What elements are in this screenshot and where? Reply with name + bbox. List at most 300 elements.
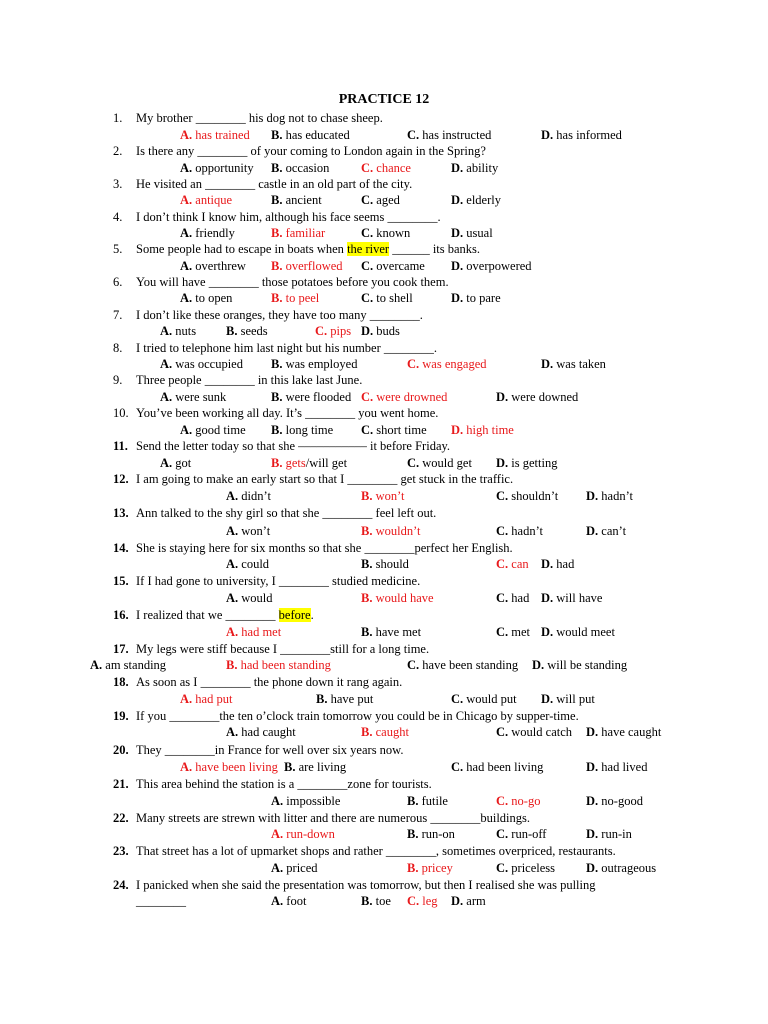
option-text: short time — [373, 423, 427, 437]
option-b[interactable] — [361, 893, 391, 909]
option-b[interactable] — [316, 691, 373, 707]
option-text: known — [373, 226, 411, 240]
option-letter: C. — [451, 692, 464, 706]
option-text: have put — [327, 692, 374, 706]
option-letter: A. — [180, 193, 193, 207]
option-letter: B. — [407, 861, 419, 875]
option-text: occasion — [282, 161, 330, 175]
option-letter: D. — [496, 456, 509, 470]
option-text: leg — [419, 894, 438, 908]
option-letter: B. — [271, 390, 283, 404]
option-letter: A. — [226, 557, 239, 571]
option-text: would catch — [508, 725, 573, 739]
option-letter: B. — [361, 524, 373, 538]
option-a[interactable] — [180, 290, 232, 306]
option-c[interactable] — [407, 455, 472, 471]
option-letter: D. — [451, 291, 464, 305]
option-letter: D. — [451, 161, 464, 175]
option-letter: A. — [180, 760, 193, 774]
option-letter: A. — [226, 524, 239, 538]
option-text-extra: /will get — [305, 456, 348, 470]
option-c[interactable] — [361, 225, 410, 241]
option-letter: D. — [451, 193, 464, 207]
option-text: are living — [295, 760, 347, 774]
option-c[interactable] — [496, 724, 572, 740]
option-a[interactable] — [160, 455, 191, 471]
option-text: has informed — [553, 128, 622, 142]
option-letter: D. — [586, 827, 599, 841]
question-stem-continuation: ________ — [136, 894, 186, 908]
option-b[interactable] — [271, 356, 357, 372]
option-text: will put — [553, 692, 595, 706]
option-letter: A. — [90, 658, 103, 672]
option-letter: B. — [361, 557, 373, 571]
option-d[interactable] — [451, 290, 501, 306]
option-c[interactable] — [407, 127, 491, 143]
option-letter: C. — [496, 591, 509, 605]
option-a[interactable] — [180, 258, 246, 274]
option-b[interactable] — [271, 290, 319, 306]
option-text: was engaged — [419, 357, 487, 371]
option-letter: C. — [496, 625, 509, 639]
option-letter: C. — [451, 760, 464, 774]
option-letter: C. — [315, 324, 328, 338]
option-text: can’t — [598, 524, 627, 538]
option-text: would have — [372, 591, 434, 605]
option-c[interactable] — [361, 290, 413, 306]
option-d[interactable] — [541, 624, 615, 640]
option-d[interactable] — [541, 691, 595, 707]
page-title: PRACTICE 12 — [338, 92, 430, 107]
option-c[interactable] — [361, 192, 400, 208]
option-b[interactable] — [361, 590, 434, 606]
option-c[interactable] — [496, 826, 546, 842]
option-text: had met — [238, 625, 282, 639]
option-letter: B. — [226, 658, 238, 672]
option-d[interactable] — [532, 657, 627, 673]
option-letter: B. — [361, 625, 373, 639]
option-letter: D. — [541, 128, 554, 142]
option-a[interactable] — [271, 893, 306, 909]
option-text: opportunity — [192, 161, 254, 175]
option-letter: D. — [541, 591, 554, 605]
option-b[interactable] — [271, 455, 347, 471]
option-letter: B. — [284, 760, 296, 774]
question-stem — [136, 573, 420, 589]
option-text: ability — [463, 161, 499, 175]
option-d[interactable] — [541, 590, 602, 606]
option-text: will be standing — [544, 658, 628, 672]
option-b[interactable] — [361, 624, 421, 640]
option-text: run-down — [283, 827, 335, 841]
option-d[interactable] — [451, 225, 493, 241]
question-number: 5. — [113, 242, 123, 256]
question-number: 2. — [113, 144, 123, 158]
stem-text: She is staying here for six months so that she ________perfect her English. — [136, 541, 513, 555]
question-stem — [136, 340, 437, 356]
option-text: priced — [283, 861, 318, 875]
option-d[interactable] — [586, 724, 661, 740]
option-d[interactable] — [586, 759, 647, 775]
option-text: run-off — [508, 827, 547, 841]
option-text: have been living — [192, 760, 278, 774]
option-letter: D. — [586, 725, 599, 739]
stem-text: Some people had to escape in boats when — [136, 242, 348, 256]
question-number: 6. — [113, 275, 123, 289]
question-stem — [136, 505, 436, 521]
option-letter: A. — [180, 259, 193, 273]
option-letter: A. — [180, 226, 193, 240]
option-text: would get — [419, 456, 472, 470]
option-d[interactable] — [451, 258, 532, 274]
option-text: futile — [418, 794, 448, 808]
option-a[interactable] — [160, 323, 196, 339]
option-letter: A. — [226, 591, 239, 605]
question-stem — [136, 674, 402, 690]
option-a[interactable] — [180, 225, 235, 241]
option-text: has educated — [282, 128, 350, 142]
stem-text: That street has a lot of upmarket shops and rather ________, sometimes overpriced, restaurants. — [136, 844, 616, 858]
option-text: overflowed — [282, 259, 343, 273]
question-number: 19. — [113, 709, 129, 723]
option-text: wouldn’t — [372, 524, 421, 538]
option-text: will have — [553, 591, 603, 605]
option-text: pips — [327, 324, 352, 338]
stem-text: My brother ________ his dog not to chase sheep. — [136, 111, 383, 125]
option-text: is getting — [508, 456, 558, 470]
option-text: have caught — [598, 725, 662, 739]
question-stem — [136, 843, 616, 859]
option-letter: C. — [407, 128, 420, 142]
option-c[interactable] — [407, 657, 518, 673]
option-c[interactable] — [496, 624, 530, 640]
option-text: run-on — [418, 827, 455, 841]
question-stem — [136, 307, 423, 323]
option-letter: D. — [586, 489, 599, 503]
option-d[interactable] — [496, 389, 578, 405]
option-text: caught — [372, 725, 409, 739]
option-d[interactable] — [541, 127, 622, 143]
option-d[interactable] — [496, 455, 557, 471]
option-d[interactable] — [586, 826, 632, 842]
option-b[interactable] — [226, 323, 268, 339]
option-text: to peel — [282, 291, 320, 305]
option-letter: C. — [361, 259, 374, 273]
option-text: friendly — [192, 226, 235, 240]
option-a[interactable] — [180, 160, 254, 176]
option-text: would — [238, 591, 273, 605]
option-a[interactable] — [271, 860, 318, 876]
option-a[interactable] — [271, 793, 340, 809]
option-letter: C. — [496, 794, 509, 808]
option-text: hadn’t — [508, 524, 543, 538]
stem-text: This area behind the station is a ________zone for tourists. — [136, 777, 432, 791]
option-text: gets — [282, 456, 306, 470]
stem-text: I am going to make an early start so that I ________ get stuck in the traffic. — [136, 472, 514, 486]
option-letter: C. — [407, 894, 420, 908]
option-text: have met — [372, 625, 422, 639]
question-stem — [136, 810, 530, 826]
option-letter: B. — [407, 794, 419, 808]
question-stem — [136, 607, 314, 623]
question-number: 15. — [113, 574, 129, 588]
option-b[interactable] — [271, 225, 325, 241]
option-a[interactable] — [180, 422, 246, 438]
option-letter: C. — [496, 557, 509, 571]
option-text: were flooded — [282, 390, 352, 404]
question-number: 1. — [113, 111, 123, 125]
option-letter: D. — [451, 423, 464, 437]
option-text: had caught — [238, 725, 296, 739]
option-b[interactable] — [271, 422, 333, 438]
option-letter: B. — [271, 259, 283, 273]
option-c[interactable] — [496, 860, 555, 876]
option-letter: D. — [586, 861, 599, 875]
option-letter: A. — [271, 894, 284, 908]
option-text: overpowered — [463, 259, 532, 273]
question-number: 9. — [113, 373, 123, 387]
stem-text: I don’t think I know him, although his face seems ________. — [136, 210, 441, 224]
option-b[interactable] — [361, 724, 409, 740]
option-b[interactable] — [271, 192, 322, 208]
option-letter: D. — [496, 390, 509, 404]
option-c[interactable] — [361, 389, 447, 405]
option-d[interactable] — [586, 793, 643, 809]
option-c[interactable] — [361, 160, 411, 176]
option-a[interactable] — [160, 356, 243, 372]
stem-text: You will have ________ those potatoes before you cook them. — [136, 275, 449, 289]
option-letter: A. — [160, 456, 173, 470]
option-d[interactable] — [541, 556, 574, 572]
option-letter: C. — [361, 193, 374, 207]
stem-text: I realized that we ________ — [136, 608, 279, 622]
option-d[interactable] — [451, 422, 514, 438]
option-text: was taken — [553, 357, 606, 371]
option-letter: A. — [226, 625, 239, 639]
question-stem — [136, 405, 438, 421]
option-text: antique — [192, 193, 233, 207]
option-a[interactable] — [226, 590, 273, 606]
option-text: would put — [463, 692, 517, 706]
option-text: won’t — [372, 489, 405, 503]
option-letter: D. — [361, 324, 374, 338]
option-b[interactable] — [271, 258, 343, 274]
option-b[interactable] — [407, 860, 453, 876]
option-text: aged — [373, 193, 400, 207]
option-a[interactable] — [180, 127, 250, 143]
option-b[interactable] — [361, 523, 421, 539]
option-letter: B. — [361, 894, 373, 908]
highlighted-text: the river — [347, 242, 390, 256]
option-a[interactable] — [226, 556, 269, 572]
option-text: outrageous — [598, 861, 657, 875]
option-letter: A. — [160, 324, 173, 338]
option-letter: C. — [496, 489, 509, 503]
option-d[interactable] — [586, 860, 656, 876]
question-stem — [136, 776, 432, 792]
option-b[interactable] — [271, 160, 329, 176]
option-b[interactable] — [271, 127, 350, 143]
question-stem — [136, 274, 449, 290]
option-letter: D. — [541, 625, 554, 639]
option-text: had been standing — [237, 658, 331, 672]
highlighted-text: before — [278, 608, 311, 622]
option-b[interactable] — [284, 759, 346, 775]
option-text: would meet — [553, 625, 615, 639]
option-b[interactable] — [407, 826, 455, 842]
option-text: familiar — [282, 226, 326, 240]
question-number: 4. — [113, 210, 123, 224]
stem-text: If you ________the ten o’clock train tomorrow you could be in Chicago by supper-time. — [136, 709, 579, 723]
option-letter: B. — [361, 489, 373, 503]
question-number: 10. — [113, 406, 129, 420]
stem-text: They ________in France for well over six years now. — [136, 743, 404, 757]
option-letter: D. — [451, 259, 464, 273]
option-text: had been living — [463, 760, 544, 774]
option-text: long time — [282, 423, 334, 437]
option-letter: A. — [180, 423, 193, 437]
question-number: 24. — [113, 878, 129, 892]
option-text: had lived — [598, 760, 648, 774]
question-stem — [136, 438, 450, 454]
stem-text: I don’t like these oranges, they have too many ________. — [136, 308, 423, 322]
option-text: had — [508, 591, 530, 605]
option-text: arm — [463, 894, 486, 908]
question-stem — [136, 110, 383, 126]
stem-text: As soon as I ________ the phone down it rang again. — [136, 675, 403, 689]
option-letter: A. — [160, 390, 173, 404]
option-text: to shell — [373, 291, 413, 305]
option-text: shouldn’t — [508, 489, 559, 503]
option-text: has instructed — [419, 128, 492, 142]
option-a[interactable] — [180, 192, 232, 208]
question-stem — [136, 471, 513, 487]
option-a[interactable] — [271, 826, 335, 842]
stem-text: Three people ________ in this lake last June. — [136, 373, 363, 387]
option-d[interactable] — [451, 192, 501, 208]
option-text: met — [508, 625, 531, 639]
option-c[interactable] — [407, 356, 487, 372]
stem-text: You’ve been working all day. It’s ________ you went home. — [136, 406, 439, 420]
option-letter: D. — [451, 894, 464, 908]
option-a[interactable] — [180, 759, 278, 775]
option-c[interactable] — [361, 258, 425, 274]
option-text: to pare — [463, 291, 501, 305]
option-c[interactable] — [451, 759, 543, 775]
option-a[interactable] — [226, 523, 270, 539]
option-a[interactable] — [226, 488, 271, 504]
option-text: hadn’t — [598, 489, 633, 503]
option-letter: D. — [541, 357, 554, 371]
stem-text: I panicked when she said the presentation was tomorrow, but then I realised she was pulling — [136, 878, 596, 892]
option-text: no-good — [598, 794, 643, 808]
option-text: have been standing — [419, 658, 519, 672]
option-d[interactable] — [586, 523, 626, 539]
option-a[interactable] — [226, 624, 281, 640]
option-letter: C. — [361, 423, 374, 437]
question-number: 17. — [113, 642, 129, 656]
option-c[interactable] — [361, 422, 427, 438]
option-a[interactable] — [160, 389, 226, 405]
option-b[interactable] — [361, 488, 405, 504]
option-a[interactable] — [180, 691, 232, 707]
option-b[interactable] — [407, 793, 448, 809]
option-text: seeds — [237, 324, 268, 338]
question-stem — [136, 877, 596, 893]
option-b[interactable] — [226, 657, 331, 673]
question-stem — [136, 742, 404, 758]
question-stem — [136, 540, 513, 556]
stem-text: Ann talked to the shy girl so that she ________ feel left out. — [136, 506, 437, 520]
option-letter: B. — [271, 193, 283, 207]
option-letter: A. — [226, 725, 239, 739]
option-text: buds — [373, 324, 400, 338]
option-text: run-in — [598, 827, 632, 841]
option-d[interactable] — [361, 323, 400, 339]
option-text: nuts — [172, 324, 197, 338]
option-letter: C. — [361, 226, 374, 240]
option-letter: A. — [271, 861, 284, 875]
option-a[interactable] — [226, 724, 296, 740]
option-letter: B. — [271, 226, 283, 240]
option-text: won’t — [238, 524, 271, 538]
option-c[interactable] — [496, 590, 529, 606]
option-letter: B. — [361, 725, 373, 739]
option-text: foot — [283, 894, 307, 908]
option-letter: A. — [271, 827, 284, 841]
option-letter: B. — [271, 357, 283, 371]
option-d[interactable] — [451, 893, 486, 909]
question-number: 13. — [113, 506, 129, 520]
option-letter: A. — [271, 794, 284, 808]
option-letter: D. — [451, 226, 464, 240]
option-letter: A. — [226, 489, 239, 503]
option-c[interactable] — [496, 793, 540, 809]
stem-text: Send the letter today so that she ––––––––––– it before Friday. — [136, 439, 451, 453]
option-text: impossible — [283, 794, 341, 808]
option-c[interactable] — [496, 523, 543, 539]
option-text: good time — [192, 423, 246, 437]
option-letter: A. — [180, 692, 193, 706]
option-c[interactable] — [496, 488, 558, 504]
stem-text: If I had gone to university, I ________ studied medicine. — [136, 574, 421, 588]
option-text: overthrew — [192, 259, 246, 273]
question-number: 8. — [113, 341, 123, 355]
option-b[interactable] — [361, 556, 409, 572]
option-d[interactable] — [586, 488, 633, 504]
option-c[interactable] — [451, 691, 517, 707]
option-letter: A. — [180, 161, 193, 175]
option-b[interactable] — [271, 389, 351, 405]
question-number: 16. — [113, 608, 129, 622]
question-stem — [136, 708, 579, 724]
option-text: high time — [463, 423, 514, 437]
option-c[interactable] — [496, 556, 529, 572]
question-stem — [136, 176, 412, 192]
option-c[interactable] — [407, 893, 438, 909]
option-a[interactable] — [90, 657, 166, 673]
option-letter: B. — [271, 423, 283, 437]
option-d[interactable] — [541, 356, 606, 372]
option-text: overcame — [373, 259, 425, 273]
option-letter: D. — [586, 760, 599, 774]
option-c[interactable] — [315, 323, 351, 339]
option-letter: C. — [361, 291, 374, 305]
option-text: elderly — [463, 193, 501, 207]
question-number: 23. — [113, 844, 129, 858]
option-d[interactable] — [451, 160, 498, 176]
option-text: was occupied — [172, 357, 243, 371]
